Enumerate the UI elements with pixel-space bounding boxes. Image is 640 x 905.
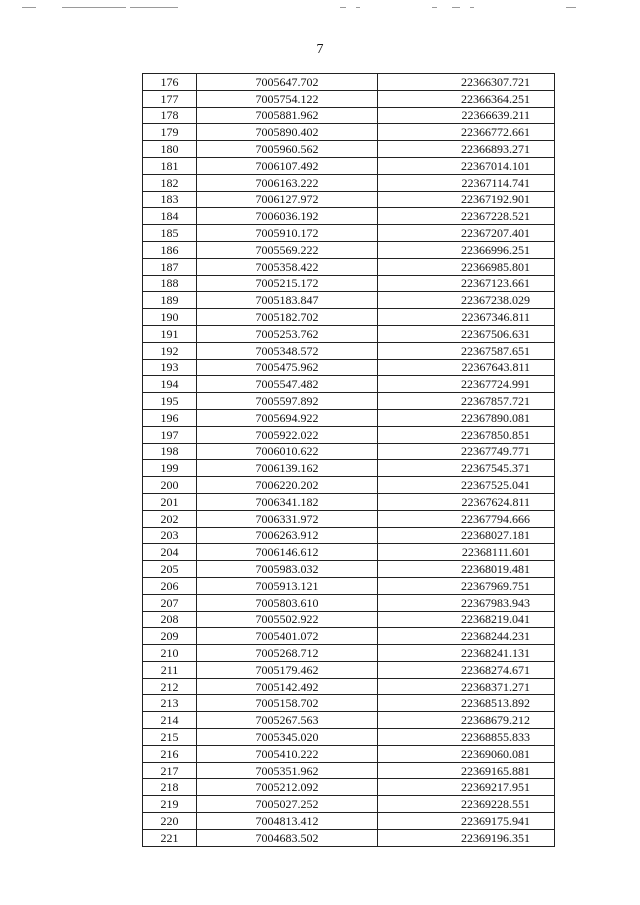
y-coordinate-cell: 22366985.801 xyxy=(378,258,555,275)
x-coordinate-cell: 7004683.502 xyxy=(197,829,378,846)
table-row xyxy=(143,796,555,813)
table-row xyxy=(143,443,555,460)
y-coordinate-cell: 22368855.833 xyxy=(378,729,555,746)
x-coordinate-cell: 7006263.912 xyxy=(197,527,378,544)
point-number-cell: 186 xyxy=(143,241,197,258)
y-coordinate-cell: 22369217.951 xyxy=(378,779,555,796)
x-coordinate-cell: 7005647.702 xyxy=(197,74,378,91)
x-coordinate-cell: 7005183.847 xyxy=(197,292,378,309)
point-number-cell: 189 xyxy=(143,292,197,309)
x-coordinate-cell: 7005348.572 xyxy=(197,342,378,359)
point-number-cell: 192 xyxy=(143,342,197,359)
y-coordinate-cell: 22367983.943 xyxy=(378,594,555,611)
y-coordinate-cell: 22367114.741 xyxy=(378,174,555,191)
table-row xyxy=(143,141,555,158)
point-number-cell: 201 xyxy=(143,493,197,510)
x-coordinate-cell: 7005267.563 xyxy=(197,712,378,729)
point-number-cell: 180 xyxy=(143,141,197,158)
y-coordinate-cell: 22368244.231 xyxy=(378,628,555,645)
y-coordinate-cell: 22367890.081 xyxy=(378,409,555,426)
y-coordinate-cell: 22367850.851 xyxy=(378,426,555,443)
table-row xyxy=(143,191,555,208)
y-coordinate-cell: 22367724.991 xyxy=(378,376,555,393)
point-number-cell: 191 xyxy=(143,325,197,342)
x-coordinate-cell: 7005410.222 xyxy=(197,745,378,762)
x-coordinate-cell: 7006139.162 xyxy=(197,460,378,477)
point-number-cell: 197 xyxy=(143,426,197,443)
table-row xyxy=(143,275,555,292)
y-coordinate-cell: 22367643.811 xyxy=(378,359,555,376)
point-number-cell: 217 xyxy=(143,762,197,779)
x-coordinate-cell: 7006107.492 xyxy=(197,157,378,174)
table-row xyxy=(143,628,555,645)
point-number-cell: 204 xyxy=(143,544,197,561)
table-row xyxy=(143,611,555,628)
table-row xyxy=(143,829,555,846)
table-row xyxy=(143,661,555,678)
x-coordinate-cell: 7006331.972 xyxy=(197,510,378,527)
x-coordinate-cell: 7005253.762 xyxy=(197,325,378,342)
x-coordinate-cell: 7005351.962 xyxy=(197,762,378,779)
point-number-cell: 219 xyxy=(143,796,197,813)
x-coordinate-cell: 7005212.092 xyxy=(197,779,378,796)
table-row xyxy=(143,208,555,225)
table-row xyxy=(143,342,555,359)
x-coordinate-cell: 7005027.252 xyxy=(197,796,378,813)
y-coordinate-cell: 22367014.101 xyxy=(378,157,555,174)
point-number-cell: 187 xyxy=(143,258,197,275)
point-number-cell: 193 xyxy=(143,359,197,376)
point-number-cell: 211 xyxy=(143,661,197,678)
y-coordinate-cell: 22368679.212 xyxy=(378,712,555,729)
y-coordinate-cell: 22367346.811 xyxy=(378,309,555,326)
y-coordinate-cell: 22367749.771 xyxy=(378,443,555,460)
x-coordinate-cell: 7006010.622 xyxy=(197,443,378,460)
x-coordinate-cell: 7005475.962 xyxy=(197,359,378,376)
x-coordinate-cell: 7005158.702 xyxy=(197,695,378,712)
point-number-cell: 214 xyxy=(143,712,197,729)
point-number-cell: 210 xyxy=(143,645,197,662)
point-number-cell: 177 xyxy=(143,90,197,107)
x-coordinate-cell: 7006341.182 xyxy=(197,493,378,510)
point-number-cell: 184 xyxy=(143,208,197,225)
table-row xyxy=(143,577,555,594)
point-number-cell: 196 xyxy=(143,409,197,426)
x-coordinate-cell: 7005569.222 xyxy=(197,241,378,258)
y-coordinate-cell: 22367969.751 xyxy=(378,577,555,594)
table-row xyxy=(143,460,555,477)
x-coordinate-cell: 7006163.222 xyxy=(197,174,378,191)
x-coordinate-cell: 7005358.422 xyxy=(197,258,378,275)
x-coordinate-cell: 7005960.562 xyxy=(197,141,378,158)
y-coordinate-cell: 22368219.041 xyxy=(378,611,555,628)
point-number-cell: 190 xyxy=(143,309,197,326)
y-coordinate-cell: 22367506.631 xyxy=(378,325,555,342)
y-coordinate-cell: 22367624.811 xyxy=(378,493,555,510)
y-coordinate-cell: 22368274.671 xyxy=(378,661,555,678)
y-coordinate-cell: 22367545.371 xyxy=(378,460,555,477)
point-number-cell: 179 xyxy=(143,124,197,141)
x-coordinate-cell: 7005345.020 xyxy=(197,729,378,746)
y-coordinate-cell: 22368513.892 xyxy=(378,695,555,712)
table-row xyxy=(143,90,555,107)
point-number-cell: 218 xyxy=(143,779,197,796)
table-row xyxy=(143,594,555,611)
x-coordinate-cell: 7005597.892 xyxy=(197,393,378,410)
table-row xyxy=(143,712,555,729)
y-coordinate-cell: 22367525.041 xyxy=(378,477,555,494)
table-row xyxy=(143,124,555,141)
point-number-cell: 200 xyxy=(143,477,197,494)
scan-artifact-marks xyxy=(0,7,640,11)
point-number-cell: 213 xyxy=(143,695,197,712)
point-number-cell: 195 xyxy=(143,393,197,410)
x-coordinate-cell: 7006220.202 xyxy=(197,477,378,494)
y-coordinate-cell: 22367228.521 xyxy=(378,208,555,225)
coordinates-table-body xyxy=(143,74,555,847)
table-row xyxy=(143,493,555,510)
point-number-cell: 215 xyxy=(143,729,197,746)
point-number-cell: 208 xyxy=(143,611,197,628)
x-coordinate-cell: 7005890.402 xyxy=(197,124,378,141)
coordinates-table xyxy=(142,73,555,847)
x-coordinate-cell: 7005910.172 xyxy=(197,225,378,242)
table-row xyxy=(143,309,555,326)
y-coordinate-cell: 22366772.661 xyxy=(378,124,555,141)
point-number-cell: 199 xyxy=(143,460,197,477)
y-coordinate-cell: 22368111.601 xyxy=(378,544,555,561)
x-coordinate-cell: 7005881.962 xyxy=(197,107,378,124)
table-row xyxy=(143,813,555,830)
point-number-cell: 188 xyxy=(143,275,197,292)
table-row xyxy=(143,292,555,309)
point-number-cell: 202 xyxy=(143,510,197,527)
x-coordinate-cell: 7005922.022 xyxy=(197,426,378,443)
x-coordinate-cell: 7006036.192 xyxy=(197,208,378,225)
y-coordinate-cell: 22368027.181 xyxy=(378,527,555,544)
table-row xyxy=(143,745,555,762)
table-row xyxy=(143,325,555,342)
x-coordinate-cell: 7005182.702 xyxy=(197,309,378,326)
point-number-cell: 178 xyxy=(143,107,197,124)
table-row xyxy=(143,645,555,662)
y-coordinate-cell: 22369196.351 xyxy=(378,829,555,846)
point-number-cell: 181 xyxy=(143,157,197,174)
y-coordinate-cell: 22367238.029 xyxy=(378,292,555,309)
table-row xyxy=(143,74,555,91)
point-number-cell: 212 xyxy=(143,678,197,695)
table-row xyxy=(143,258,555,275)
point-number-cell: 198 xyxy=(143,443,197,460)
y-coordinate-cell: 22367207.401 xyxy=(378,225,555,242)
x-coordinate-cell: 7005803.610 xyxy=(197,594,378,611)
x-coordinate-cell: 7005502.922 xyxy=(197,611,378,628)
page-number: 7 xyxy=(316,42,324,57)
table-row xyxy=(143,225,555,242)
table-row xyxy=(143,544,555,561)
point-number-cell: 216 xyxy=(143,745,197,762)
table-row xyxy=(143,241,555,258)
point-number-cell: 209 xyxy=(143,628,197,645)
table-row xyxy=(143,510,555,527)
x-coordinate-cell: 7005215.172 xyxy=(197,275,378,292)
table-row xyxy=(143,174,555,191)
x-coordinate-cell: 7006127.972 xyxy=(197,191,378,208)
x-coordinate-cell: 7005547.482 xyxy=(197,376,378,393)
x-coordinate-cell: 7005401.072 xyxy=(197,628,378,645)
x-coordinate-cell: 7005268.712 xyxy=(197,645,378,662)
x-coordinate-cell: 7005179.462 xyxy=(197,661,378,678)
table-row xyxy=(143,729,555,746)
table-row xyxy=(143,561,555,578)
y-coordinate-cell: 22367587.651 xyxy=(378,342,555,359)
table-row xyxy=(143,477,555,494)
point-number-cell: 221 xyxy=(143,829,197,846)
point-number-cell: 185 xyxy=(143,225,197,242)
table-row xyxy=(143,393,555,410)
table-row xyxy=(143,527,555,544)
point-number-cell: 203 xyxy=(143,527,197,544)
point-number-cell: 182 xyxy=(143,174,197,191)
point-number-cell: 207 xyxy=(143,594,197,611)
table-row xyxy=(143,376,555,393)
point-number-cell: 205 xyxy=(143,561,197,578)
y-coordinate-cell: 22367123.661 xyxy=(378,275,555,292)
y-coordinate-cell: 22369165.881 xyxy=(378,762,555,779)
y-coordinate-cell: 22368371.271 xyxy=(378,678,555,695)
y-coordinate-cell: 22369228.551 xyxy=(378,796,555,813)
point-number-cell: 194 xyxy=(143,376,197,393)
x-coordinate-cell: 7005983.032 xyxy=(197,561,378,578)
point-number-cell: 220 xyxy=(143,813,197,830)
table-row xyxy=(143,762,555,779)
y-coordinate-cell: 22366307.721 xyxy=(378,74,555,91)
x-coordinate-cell: 7004813.412 xyxy=(197,813,378,830)
x-coordinate-cell: 7005694.922 xyxy=(197,409,378,426)
y-coordinate-cell: 22369175.941 xyxy=(378,813,555,830)
y-coordinate-cell: 22367794.666 xyxy=(378,510,555,527)
y-coordinate-cell: 22367857.721 xyxy=(378,393,555,410)
table-row xyxy=(143,678,555,695)
y-coordinate-cell: 22366639.211 xyxy=(378,107,555,124)
x-coordinate-cell: 7005754.122 xyxy=(197,90,378,107)
y-coordinate-cell: 22368241.131 xyxy=(378,645,555,662)
y-coordinate-cell: 22368019.481 xyxy=(378,561,555,578)
y-coordinate-cell: 22366996.251 xyxy=(378,241,555,258)
point-number-cell: 206 xyxy=(143,577,197,594)
x-coordinate-cell: 7005142.492 xyxy=(197,678,378,695)
y-coordinate-cell: 22366364.251 xyxy=(378,90,555,107)
table-row xyxy=(143,157,555,174)
point-number-cell: 176 xyxy=(143,74,197,91)
x-coordinate-cell: 7005913.121 xyxy=(197,577,378,594)
table-row xyxy=(143,426,555,443)
y-coordinate-cell: 22366893.271 xyxy=(378,141,555,158)
y-coordinate-cell: 22367192.901 xyxy=(378,191,555,208)
table-row xyxy=(143,779,555,796)
y-coordinate-cell: 22369060.081 xyxy=(378,745,555,762)
x-coordinate-cell: 7006146.612 xyxy=(197,544,378,561)
point-number-cell: 183 xyxy=(143,191,197,208)
table-row xyxy=(143,107,555,124)
table-row xyxy=(143,359,555,376)
table-row xyxy=(143,409,555,426)
table-row xyxy=(143,695,555,712)
